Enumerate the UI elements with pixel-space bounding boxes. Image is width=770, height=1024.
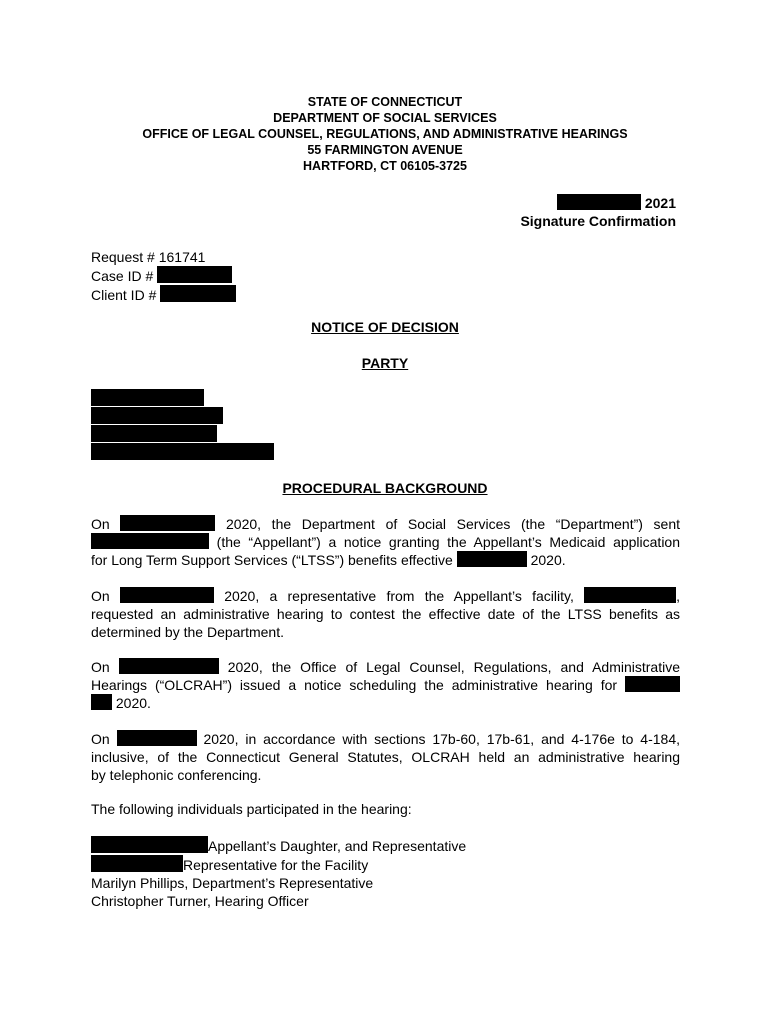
- request-number: Request # 161741: [91, 249, 206, 265]
- participants-intro: The following individuals participated in the hearing:: [91, 801, 412, 817]
- redaction: [91, 533, 209, 549]
- letterhead-street: 55 FARMINGTON AVENUE: [307, 143, 463, 157]
- paragraph-notice-sent: [91, 515, 680, 569]
- redaction: [91, 425, 217, 442]
- text: by telephonic conferencing.: [91, 767, 262, 783]
- redaction: [625, 676, 680, 692]
- redaction: [457, 551, 527, 567]
- redaction: [584, 587, 676, 603]
- letter-year: 2021: [644, 195, 676, 211]
- paragraph-hearing-held: [91, 730, 680, 784]
- text: On: [91, 588, 110, 604]
- redaction: [160, 285, 236, 302]
- letterhead-state: STATE OF CONNECTICUT: [307, 95, 463, 109]
- text: inclusive, of the Connecticut General Statutes, OLCRAH held an administrative hearing: [91, 749, 680, 765]
- redaction: [120, 587, 214, 603]
- redaction: [91, 407, 223, 424]
- delivery-method: Signature Confirmation: [520, 213, 676, 229]
- paragraph-hearing-requested: [91, 587, 680, 641]
- participant-row: [91, 836, 466, 855]
- redaction: [120, 515, 215, 531]
- text: (the “Appellant”) a notice granting the Appellant’s Medicaid application: [216, 534, 681, 550]
- participant-row: Christopher Turner, Hearing Officer: [91, 893, 309, 909]
- text: ,: [676, 588, 681, 604]
- text: determined by the Department.: [91, 624, 284, 640]
- paragraph-hearing-scheduled: [91, 658, 680, 712]
- notice-title: NOTICE OF DECISION: [311, 319, 459, 335]
- letterhead-department: DEPARTMENT OF SOCIAL SERVICES: [273, 111, 497, 125]
- redaction: [91, 389, 204, 406]
- redaction: [157, 266, 232, 283]
- redaction: [91, 836, 208, 853]
- letterhead-office: OFFICE OF LEGAL COUNSEL, REGULATIONS, AND ADMINISTRATIVE HEARINGS: [142, 127, 628, 141]
- case-id-label: Case ID #: [91, 268, 154, 284]
- redaction: [119, 658, 219, 674]
- participant-role: Representative for the Facility: [183, 857, 369, 873]
- reference-numbers: [91, 248, 236, 304]
- participant-row: [91, 855, 466, 874]
- redaction: [91, 855, 183, 872]
- text: On: [91, 516, 110, 532]
- letterhead-city: HARTFORD, CT 06105-3725: [303, 159, 467, 173]
- text: 2020.: [115, 695, 151, 711]
- participant-role: Appellant’s Daughter, and Representative: [208, 838, 467, 854]
- date-block: [520, 194, 676, 230]
- participant-row: Marilyn Phillips, Department’s Representative: [91, 875, 374, 891]
- text: requested an administrative hearing to contest the effective date of the LTSS benefits as: [91, 606, 680, 622]
- text: 2020, a representative from the Appellant’s facility,: [224, 588, 574, 604]
- text: for Long Term Support Services (“LTSS”) benefits effective: [91, 552, 453, 568]
- participants-list: [91, 836, 466, 910]
- redaction: [91, 694, 112, 710]
- text: 2020.: [530, 552, 566, 568]
- party-heading: PARTY: [361, 355, 409, 371]
- letterhead: [0, 94, 770, 174]
- client-id-label: Client ID #: [91, 287, 157, 303]
- text: 2020, in accordance with sections 17b-60, 17b-61, and 4-176e to 4-184,: [203, 731, 681, 747]
- redaction: [91, 443, 274, 460]
- procedural-background-heading: PROCEDURAL BACKGROUND: [282, 480, 488, 496]
- text: On: [91, 659, 110, 675]
- text: Hearings (“OLCRAH”) issued a notice scheduling the administrative hearing for: [91, 677, 618, 693]
- text: On: [91, 731, 110, 747]
- redaction: [557, 194, 641, 210]
- text: 2020, the Office of Legal Counsel, Regulations, and Administrative: [227, 659, 680, 675]
- redaction: [117, 730, 197, 746]
- party-address-redacted: [91, 389, 274, 461]
- text: 2020, the Department of Social Services (the “Department”) sent: [226, 516, 681, 532]
